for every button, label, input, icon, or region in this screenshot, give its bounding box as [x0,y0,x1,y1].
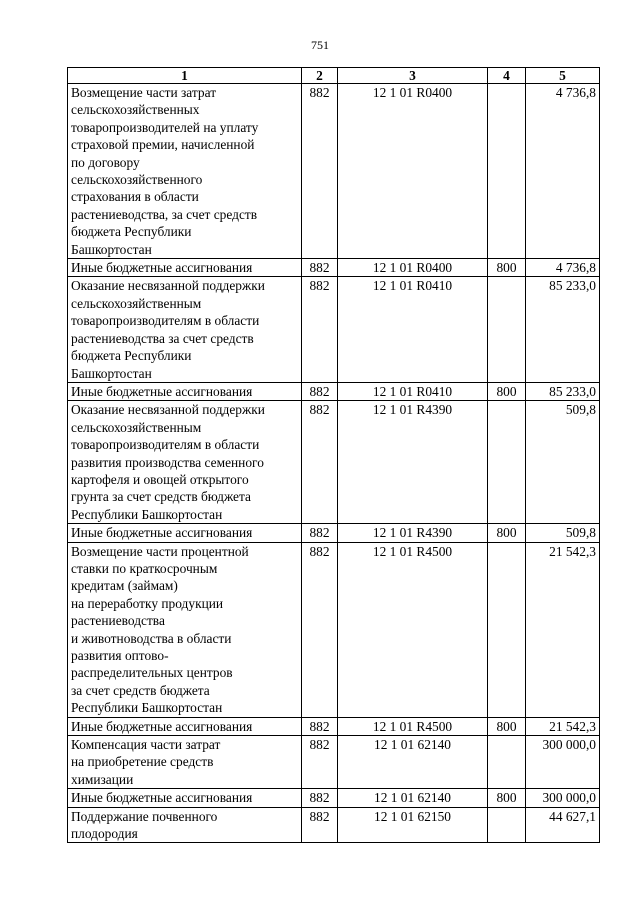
cell-name-line: растениеводства, за счет средств [71,206,258,222]
cell-csr: 12 1 01 62150 [338,807,488,843]
cell-name-line: Компенсация части затрат [71,737,221,753]
cell-grbs: 882 [302,542,338,717]
cell-name-line: на приобретение средств [71,754,214,770]
cell-csr: 12 1 01 R0400 [338,84,488,259]
table-body [68,84,600,843]
cell-sum: 85 233,0 [526,277,600,382]
cell-name-line: растениеводства [71,613,165,629]
cell-vr: 800 [488,789,526,807]
cell-vr [488,277,526,382]
cell-csr: 12 1 01 R4500 [338,542,488,717]
cell-name [68,736,302,789]
cell-name [68,84,302,259]
cell-name-line: на переработку продукции [71,595,224,611]
table-row [68,259,600,277]
cell-grbs: 882 [302,789,338,807]
cell-name-line: страхования в области [71,189,199,205]
cell-name [68,789,302,807]
cell-name-line: ставки по краткосрочным [71,560,218,576]
table-row [68,807,600,843]
cell-name-line: картофеля и овощей открытого [71,471,249,487]
cell-vr: 800 [488,524,526,542]
cell-vr [488,401,526,524]
cell-name [68,542,302,717]
cell-name-line: сельскохозяйственным [71,419,202,435]
cell-name-line: химизации [71,771,134,787]
header-col-5: 5 [526,68,600,84]
cell-vr [488,542,526,717]
cell-grbs: 882 [302,807,338,843]
cell-name [68,259,302,277]
cell-csr: 12 1 01 R0410 [338,382,488,400]
cell-name-line: товаропроизводителей на уплату [71,119,259,135]
table-row [68,382,600,400]
cell-name-line: Иные бюджетные ассигнования [71,718,253,734]
cell-sum: 85 233,0 [526,382,600,400]
cell-sum: 4 736,8 [526,259,600,277]
cell-sum: 44 627,1 [526,807,600,843]
cell-grbs: 882 [302,717,338,735]
cell-grbs: 882 [302,259,338,277]
cell-name-line: бюджета Республики [71,224,192,240]
cell-csr: 12 1 01 62140 [338,789,488,807]
cell-name [68,524,302,542]
cell-vr [488,736,526,789]
table-row [68,401,600,524]
cell-name-line: Возмещение части затрат [71,85,217,100]
cell-name-line: Иные бюджетные ассигнования [71,525,253,541]
table-row [68,524,600,542]
cell-name-line: сельскохозяйственных [71,102,200,118]
cell-sum: 300 000,0 [526,789,600,807]
cell-name-line: Оказание несвязанной поддержки [71,402,265,418]
cell-sum: 509,8 [526,524,600,542]
header-row [68,68,600,84]
cell-name-line: Республики Башкортостан [71,506,223,522]
header-col-1: 1 [68,68,302,84]
cell-name-line: сельскохозяйственным [71,295,202,311]
cell-vr: 800 [488,717,526,735]
cell-name-line: кредитам (займам) [71,578,178,594]
cell-sum: 509,8 [526,401,600,524]
cell-name-line: развития оптово- [71,648,169,663]
cell-vr: 800 [488,259,526,277]
header-col-3: 3 [338,68,488,84]
cell-csr: 12 1 01 R4390 [338,401,488,524]
cell-name-line: Оказание несвязанной поддержки [71,278,265,294]
cell-csr: 12 1 01 R0410 [338,277,488,382]
cell-name-line: Поддержание почвенного [71,808,218,824]
cell-name-line: товаропроизводителям в области [71,313,260,329]
table-row [68,277,600,382]
cell-name-line: и животноводства в области [71,630,232,646]
cell-vr [488,84,526,259]
cell-grbs: 882 [302,736,338,789]
cell-grbs: 882 [302,401,338,524]
cell-name-line: бюджета Республики [71,348,192,364]
cell-csr: 12 1 01 R4390 [338,524,488,542]
cell-sum: 300 000,0 [526,736,600,789]
cell-sum: 21 542,3 [526,542,600,717]
cell-vr: 800 [488,382,526,400]
cell-grbs: 882 [302,524,338,542]
table-row [68,736,600,789]
cell-name-line: плодородия [71,826,138,842]
cell-name-line: грунта за счет средств бюджета [71,489,251,505]
header-col-4: 4 [488,68,526,84]
cell-name-line: страховой премии, начисленной [71,137,255,153]
cell-name-line: Иные бюджетные ассигнования [71,383,253,399]
cell-grbs: 882 [302,277,338,382]
table-row [68,717,600,735]
cell-name-line: распределительных центров [71,665,233,681]
cell-name-line: по договору [71,154,140,170]
cell-name-line: развития производства семенного [71,454,264,470]
cell-name-line: сельскохозяйственного [71,172,203,188]
cell-sum: 21 542,3 [526,717,600,735]
cell-name [68,401,302,524]
cell-name-line: Иные бюджетные ассигнования [71,260,253,276]
header-col-2: 2 [302,68,338,84]
cell-name-line: Республики Башкортостан [71,700,223,716]
table-row [68,84,600,259]
cell-name-line: товаропроизводителям в области [71,437,260,453]
cell-name [68,382,302,400]
cell-name [68,717,302,735]
budget-table [67,67,600,843]
cell-csr: 12 1 01 R0400 [338,259,488,277]
page-number: 751 [311,38,329,52]
cell-vr [488,807,526,843]
table-row [68,789,600,807]
cell-name-line: Иные бюджетные ассигнования [71,790,253,806]
cell-sum: 4 736,8 [526,84,600,259]
cell-csr: 12 1 01 R4500 [338,717,488,735]
cell-name [68,277,302,382]
cell-name-line: Башкортостан [71,241,152,257]
cell-name-line: Башкортостан [71,365,152,381]
cell-name [68,807,302,843]
cell-grbs: 882 [302,84,338,259]
cell-csr: 12 1 01 62140 [338,736,488,789]
table-row [68,542,600,717]
cell-name-line: растениеводства за счет средств [71,330,254,346]
cell-grbs: 882 [302,382,338,400]
cell-name-line: Возмещение части процентной [71,543,249,559]
cell-name-line: за счет средств бюджета [71,682,210,698]
